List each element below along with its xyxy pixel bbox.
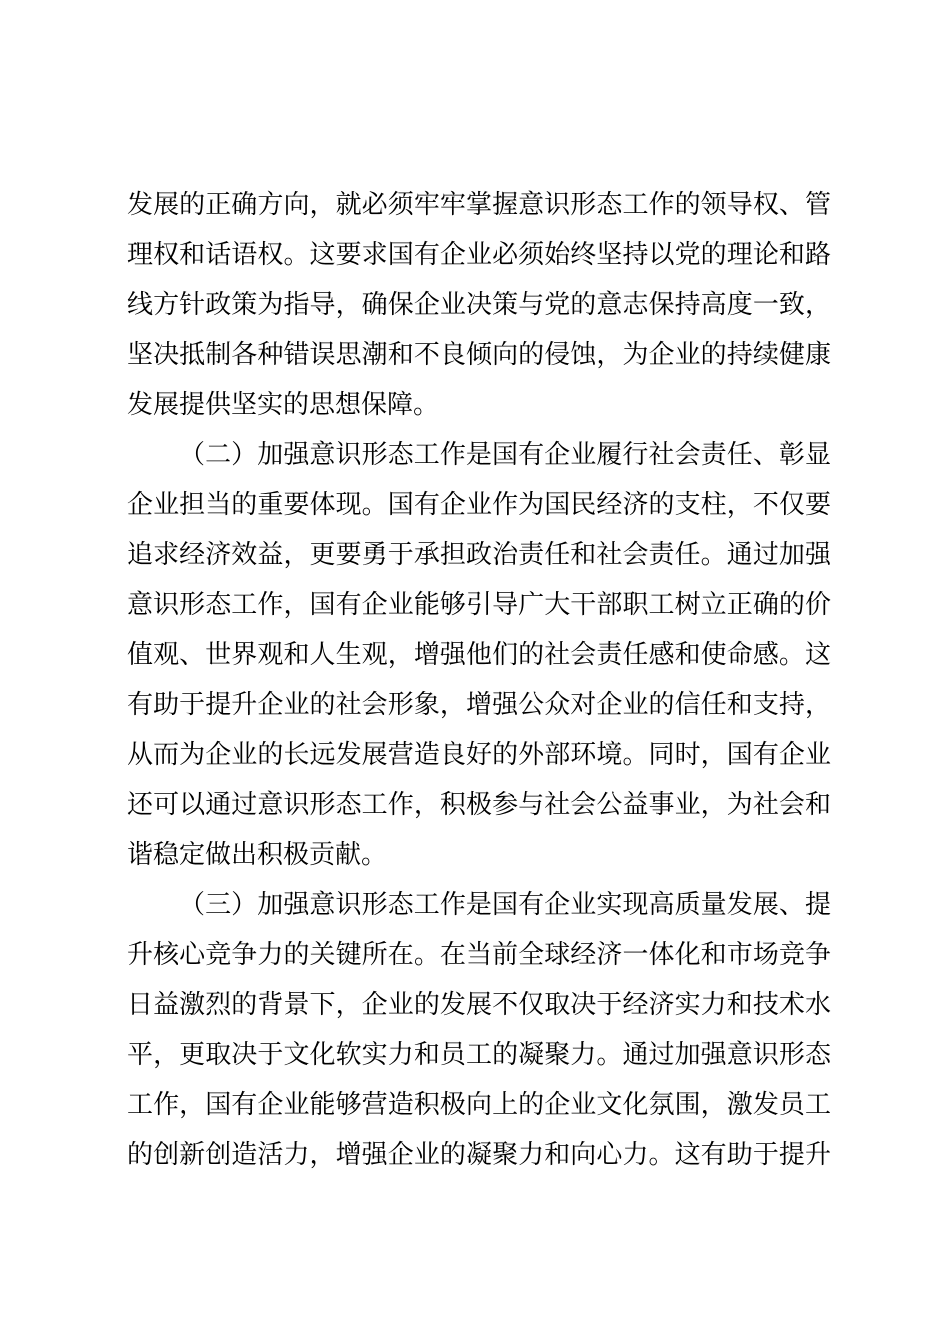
- text-line: 发展的正确方向，就必须牢牢掌握意识形态工作的领导权、管: [127, 190, 831, 220]
- text-line: 工作，国有企业能够营造积极向上的企业文化氛围，激发员工: [127, 1090, 831, 1120]
- text-line: 理权和话语权。这要求国有企业必须始终坚持以党的理论和路: [127, 240, 831, 270]
- text-line: 平，更取决于文化软实力和员工的凝聚力。通过加强意识形态: [127, 1040, 831, 1070]
- text-line: 的创新创造活力，增强企业的凝聚力和向心力。这有助于提升: [127, 1140, 831, 1170]
- text-line: 日益激烈的背景下，企业的发展不仅取决于经济实力和技术水: [127, 990, 831, 1020]
- text-line: 升核心竞争力的关键所在。在当前全球经济一体化和市场竞争: [127, 940, 831, 970]
- text-line: 企业担当的重要体现。国有企业作为国民经济的支柱，不仅要: [127, 490, 831, 520]
- text-line: 值观、世界观和人生观，增强他们的社会责任感和使命感。这: [127, 640, 831, 670]
- text-line: 坚决抵制各种错误思潮和不良倾向的侵蚀，为企业的持续健康: [127, 340, 831, 370]
- text-line: 有助于提升企业的社会形象，增强公众对企业的信任和支持，: [127, 690, 831, 720]
- text-line: 发展提供坚实的思想保障。: [127, 390, 440, 420]
- text-line: 意识形态工作，国有企业能够引导广大干部职工树立正确的价: [127, 590, 831, 620]
- section-heading-line: （三）加强意识形态工作是国有企业实现高质量发展、提: [179, 890, 831, 920]
- body-text: [127, 180, 831, 1180]
- text-line: 还可以通过意识形态工作，积极参与社会公益事业，为社会和: [127, 790, 831, 820]
- text-line: 追求经济效益，更要勇于承担政治责任和社会责任。通过加强: [127, 540, 831, 570]
- text-line: 线方针政策为指导，确保企业决策与党的意志保持高度一致，: [127, 290, 831, 320]
- text-line: 谐稳定做出积极贡献。: [127, 840, 388, 870]
- text-line: 从而为企业的长远发展营造良好的外部环境。同时，国有企业: [127, 740, 831, 770]
- section-heading-line: （二）加强意识形态工作是国有企业履行社会责任、彰显: [179, 440, 831, 470]
